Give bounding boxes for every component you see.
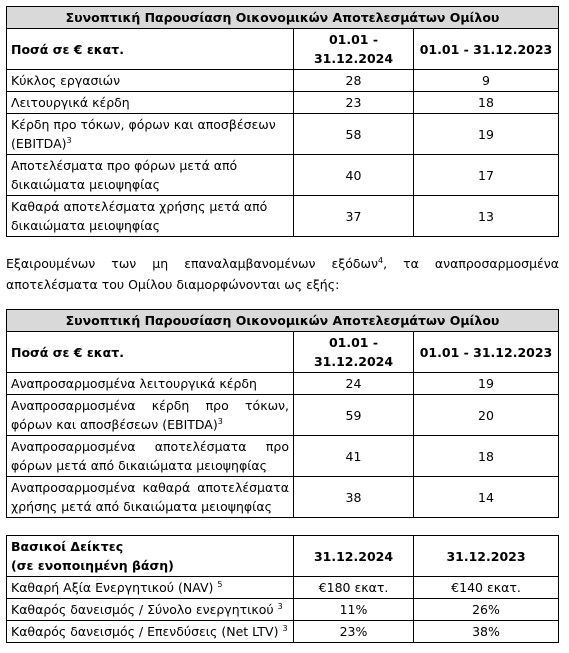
value-2024: 23 — [294, 92, 414, 114]
table-row — [7, 70, 559, 92]
period-2024-header: 01.01 - 31.12.2024 — [294, 29, 414, 70]
adjusted-results-table — [6, 309, 559, 518]
table-row — [7, 395, 559, 436]
table-row — [7, 92, 559, 114]
value-2023: 19 — [414, 373, 559, 395]
period-2023-header: 01.01 - 31.12.2023 — [414, 332, 559, 373]
value-2023: 17 — [414, 155, 559, 196]
table-row — [7, 577, 559, 599]
footnote-ref: 3 — [66, 135, 72, 145]
date-2024-header: 31.12.2024 — [294, 536, 414, 577]
row-label: Αναπροσαρμοσμένα λειτουργικά κέρδη — [7, 373, 294, 395]
amount-unit-header: Ποσά σε € εκατ. — [7, 332, 294, 373]
value-2024: 40 — [294, 155, 414, 196]
period-2024-header: 01.01 - 31.12.2024 — [294, 332, 414, 373]
value-2023: 19 — [414, 114, 559, 155]
row-label: Αποτελέσματα προ φόρων μετά από δικαιώματα μειοψηφίας — [7, 155, 294, 196]
footnote-ref: 5 — [217, 579, 223, 589]
value-2024: 28 — [294, 70, 414, 92]
value-2023: €140 εκατ. — [414, 577, 559, 599]
value-2024: 37 — [294, 196, 414, 237]
table-row — [7, 155, 559, 196]
financial-results-table — [6, 6, 559, 237]
table-row — [7, 196, 559, 237]
table-row — [7, 599, 559, 621]
value-2023: 18 — [414, 436, 559, 477]
value-2024: €180 εκατ. — [294, 577, 414, 599]
table-row — [7, 114, 559, 155]
row-label: Καθαρά αποτελέσματα χρήσης μετά από δικαιώματα μειοψηφίας — [7, 196, 294, 237]
date-2023-header: 31.12.2023 — [414, 536, 559, 577]
value-2024: 58 — [294, 114, 414, 155]
value-2024: 11% — [294, 599, 414, 621]
row-label: Κέρδη προ τόκων, φόρων και αποσβέσεων (EBITDA)$^3$ — [7, 114, 294, 155]
key-indicators-table — [6, 535, 559, 643]
footnote-ref: 3 — [282, 623, 288, 633]
value-2024: 41 — [294, 436, 414, 477]
amount-unit-header: Ποσά σε € εκατ. — [7, 29, 294, 70]
value-2023: 14 — [414, 477, 559, 518]
value-2023: 20 — [414, 395, 559, 436]
key-indicators-header: Βασικοί Δείκτες (σε ενοποιημένη βάση) — [7, 536, 294, 577]
adjusted-results-paragraph: Εξαιρουμένων των μη επαναλαμβανομένων εξόδων$^4$, τα αναπροσαρμοσμένα αποτελέσματα του Ομίλου διαμορφώνονται ως εξής: — [6, 255, 559, 292]
value-2023: 38% — [414, 621, 559, 643]
value-2023: 18 — [414, 92, 559, 114]
value-2023: 26% — [414, 599, 559, 621]
value-2024: 24 — [294, 373, 414, 395]
row-label: Κύκλος εργασιών — [7, 70, 294, 92]
value-2023: 13 — [414, 196, 559, 237]
footnote-ref: 3 — [217, 416, 223, 426]
row-label: Καθαρός δανεισμός / Επενδύσεις (Net LTV) $^3$ — [7, 621, 294, 643]
value-2024: 59 — [294, 395, 414, 436]
row-label: Καθαρός δανεισμός / Σύνολο ενεργητικού $^3$ — [7, 599, 294, 621]
table-title: Συνοπτική Παρουσίαση Οικονομικών Αποτελεσμάτων Ομίλου — [7, 310, 559, 332]
row-label: Λειτουργικά κέρδη — [7, 92, 294, 114]
footnote-ref: 3 — [277, 601, 283, 611]
value-2024: 23% — [294, 621, 414, 643]
value-2024: 38 — [294, 477, 414, 518]
row-label: Αναπροσαρμοσμένα καθαρά αποτελέσματα χρήσης μετά από δικαιώματα μειοψηφίας — [7, 477, 294, 518]
row-label: Καθαρή Αξία Ενεργητικού (NAV) $^5$ — [7, 577, 294, 599]
table-row — [7, 373, 559, 395]
table-row — [7, 477, 559, 518]
period-2023-header: 01.01 - 31.12.2023 — [414, 29, 559, 70]
table-row — [7, 621, 559, 643]
footnote-ref: 4 — [378, 255, 384, 265]
row-label: Αναπροσαρμοσμένα κέρδη προ τόκων, φόρων και αποσβέσεων (EBITDA)$^3$ — [7, 395, 294, 436]
row-label: Αναπροσαρμοσμένα αποτελέσματα προ φόρων μετά από δικαιώματα μειοψηφίας — [7, 436, 294, 477]
table-row — [7, 436, 559, 477]
table-title: Συνοπτική Παρουσίαση Οικονομικών Αποτελεσμάτων Ομίλου — [7, 7, 559, 29]
value-2023: 9 — [414, 70, 559, 92]
